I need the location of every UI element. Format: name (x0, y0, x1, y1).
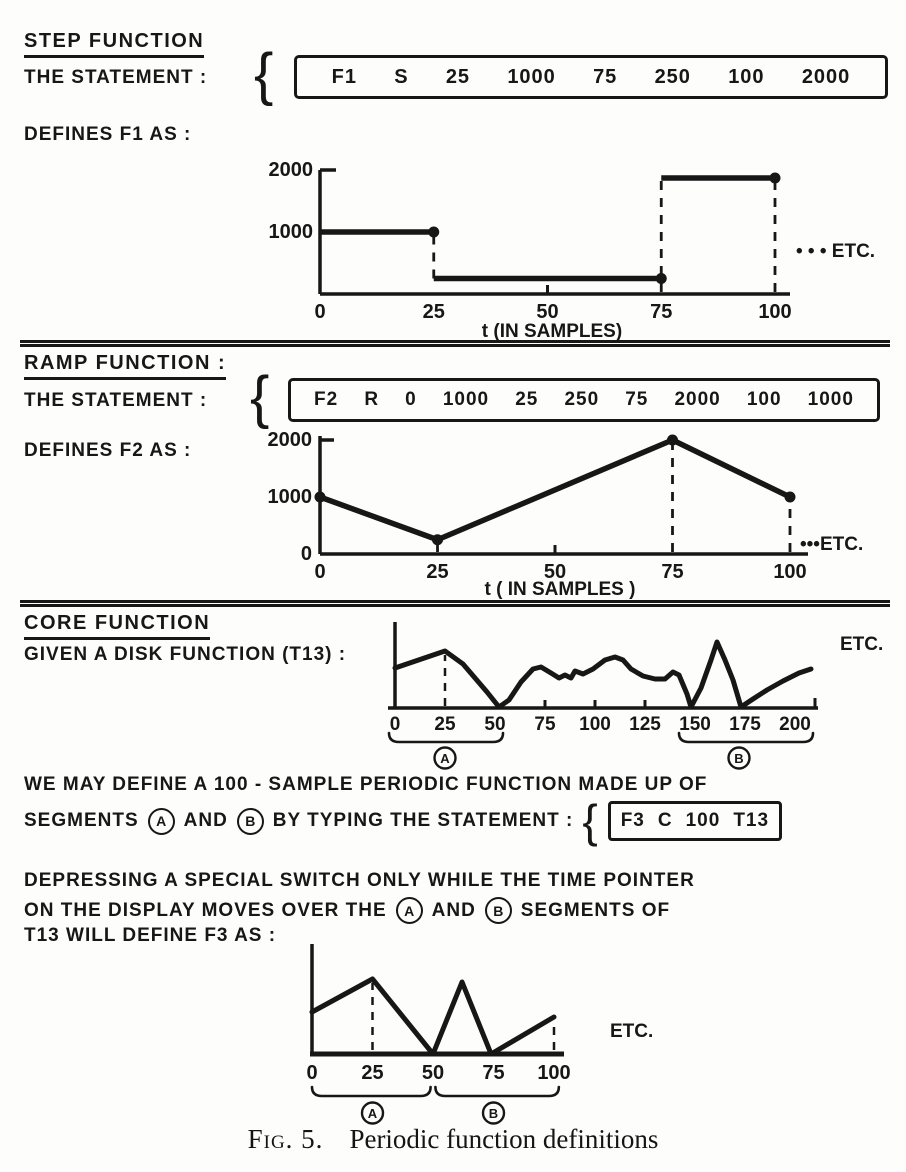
statement-token: 2000 (674, 389, 721, 410)
x-tick-label: 75 (661, 561, 684, 583)
statement-token: C (657, 810, 673, 831)
core-given-label: GIVEN A DISK FUNCTION (T13) : (24, 644, 347, 665)
x-tick-label: 50 (543, 561, 567, 583)
disk-function-chart (370, 616, 906, 770)
depressing-text-line3: T13 WILL DEFINE F3 AS : (24, 925, 277, 946)
x-tick-label: 75 (482, 1062, 505, 1084)
statement-token: 1000 (507, 65, 556, 88)
wemay-line2-and: AND (183, 810, 228, 831)
y-tick-label: 1000 (268, 221, 313, 243)
ramp-statement-open-brace: { (250, 365, 270, 430)
segment-a-badge-letter: A (367, 1106, 378, 1121)
x-tick-label: 200 (779, 714, 811, 735)
statement-token: 2000 (801, 65, 851, 88)
segment-brace-b (435, 1087, 558, 1096)
y-tick-label: 0 (300, 543, 312, 565)
step-endpoint-dot (770, 173, 781, 184)
x-tick-label: 100 (773, 561, 807, 583)
x-tick-label: 0 (314, 561, 326, 583)
wemay-line2-post: BY TYPING THE STATEMENT : (272, 810, 574, 831)
statement-token: 0 (405, 389, 417, 410)
depressing-text-line2 (24, 897, 670, 924)
circled-b-label: B (485, 897, 512, 924)
step-function-heading: STEP FUNCTION (24, 30, 204, 58)
x-tick-label: 125 (629, 714, 661, 735)
circled-a-label: A (148, 808, 175, 835)
step-function-chart (252, 126, 906, 340)
x-tick-label: 25 (361, 1062, 384, 1084)
ramp-function-chart (248, 422, 906, 600)
circled-b-label: B (237, 808, 264, 835)
f3-function-chart (292, 936, 762, 1126)
step-statement-open-brace: { (254, 42, 274, 107)
statement-token: 100 (728, 65, 765, 88)
x-tick-label: 0 (306, 1062, 318, 1084)
etc-label: •••ETC. (800, 534, 864, 555)
statement-token: F3 (620, 810, 645, 831)
ramp-statement-box (288, 378, 880, 422)
wemay-line2-pre: SEGMENTS (24, 810, 139, 831)
x-tick-label: 0 (389, 714, 401, 735)
x-tick-label: 50 (484, 714, 506, 735)
statement-token: 100 (685, 810, 721, 831)
section-divider-2 (20, 600, 890, 607)
statement-token: 75 (625, 389, 649, 410)
y-tick-label: 2000 (268, 159, 313, 181)
x-tick-label: 100 (537, 1062, 571, 1084)
statement-token: R (364, 389, 380, 410)
step-endpoint-dot (428, 227, 439, 238)
statement-token: 250 (564, 389, 600, 410)
y-tick-label: 2000 (267, 429, 312, 451)
section-divider-1 (20, 340, 890, 347)
x-axis-title: t (IN SAMPLES) (481, 321, 623, 342)
core-function-heading: CORE FUNCTION (24, 612, 210, 640)
statement-token: F2 (314, 389, 339, 410)
step-defines-label: DEFINES F1 AS : (24, 124, 192, 145)
segment-brace-a (312, 1087, 431, 1096)
statement-token: 1000 (442, 389, 490, 410)
caption-title: Periodic function definitions (349, 1124, 659, 1154)
ramp-statement-label: THE STATEMENT : (24, 390, 208, 411)
x-tick-label: 25 (434, 714, 456, 735)
step-endpoint-dot (656, 273, 667, 284)
ramp-function-heading: RAMP FUNCTION : (24, 352, 226, 380)
y-tick-label: 1000 (267, 486, 312, 508)
x-tick-label: 25 (426, 561, 449, 583)
statement-token: T13 (733, 810, 770, 831)
x-tick-label: 50 (536, 301, 559, 323)
depressing-line2-pre: ON THE DISPLAY MOVES OVER THE (24, 899, 387, 921)
depressing-line2-and: AND (431, 899, 476, 921)
statement-token: 25 (445, 65, 471, 88)
statement-token: S (394, 65, 409, 88)
statement-token: 25 (515, 389, 539, 410)
x-tick-label: 100 (758, 301, 792, 323)
ramp-point-dot (785, 492, 796, 503)
x-tick-label: 25 (422, 301, 445, 323)
ramp-point-dot (667, 435, 678, 446)
depressing-line2-post: SEGMENTS OF (520, 899, 671, 921)
caption-fig-label: Fig. 5. (247, 1124, 324, 1154)
statement-token: F1 (331, 65, 357, 88)
step-statement-label: THE STATEMENT : (24, 67, 208, 88)
segment-b-badge-letter: B (488, 1106, 499, 1121)
wemay-text-line1: WE MAY DEFINE A 100 - SAMPLE PERIODIC FUNCTION MADE UP OF (24, 774, 708, 795)
etc-label: • • • ETC. (796, 241, 876, 262)
ramp-line (320, 440, 790, 540)
etc-label: ETC. (610, 1021, 654, 1042)
f3-statement-open-brace: { (582, 795, 599, 847)
statement-token: 75 (593, 65, 618, 88)
x-tick-label: 75 (534, 714, 556, 735)
x-tick-label: 50 (421, 1062, 445, 1084)
f3-statement-box (608, 801, 782, 841)
ramp-point-dot (315, 492, 326, 503)
segment-a-badge-letter: A (440, 751, 450, 766)
disk-function-curve (395, 642, 811, 707)
ramp-point-dot (432, 534, 443, 545)
f3-function-curve (312, 979, 554, 1054)
step-statement-box (294, 55, 888, 99)
x-tick-label: 175 (729, 714, 761, 735)
x-tick-label: 100 (579, 714, 611, 735)
segment-b-badge-letter: B (734, 751, 744, 766)
x-tick-label: 75 (650, 301, 673, 323)
circled-a-label: A (396, 897, 423, 924)
wemay-text-line2 (24, 795, 782, 847)
x-tick-label: 0 (314, 301, 326, 323)
depressing-text-line1: DEPRESSING A SPECIAL SWITCH ONLY WHILE THE TIME POINTER (24, 870, 695, 891)
statement-token: 100 (746, 389, 782, 410)
statement-token: 1000 (807, 389, 854, 410)
etc-label: ETC. (840, 634, 884, 655)
figure-caption (0, 1124, 906, 1155)
statement-token: 250 (654, 65, 691, 88)
ramp-defines-label: DEFINES F2 AS : (24, 440, 192, 461)
x-axis-title: t ( IN SAMPLES ) (484, 579, 636, 600)
x-tick-label: 150 (679, 714, 711, 735)
